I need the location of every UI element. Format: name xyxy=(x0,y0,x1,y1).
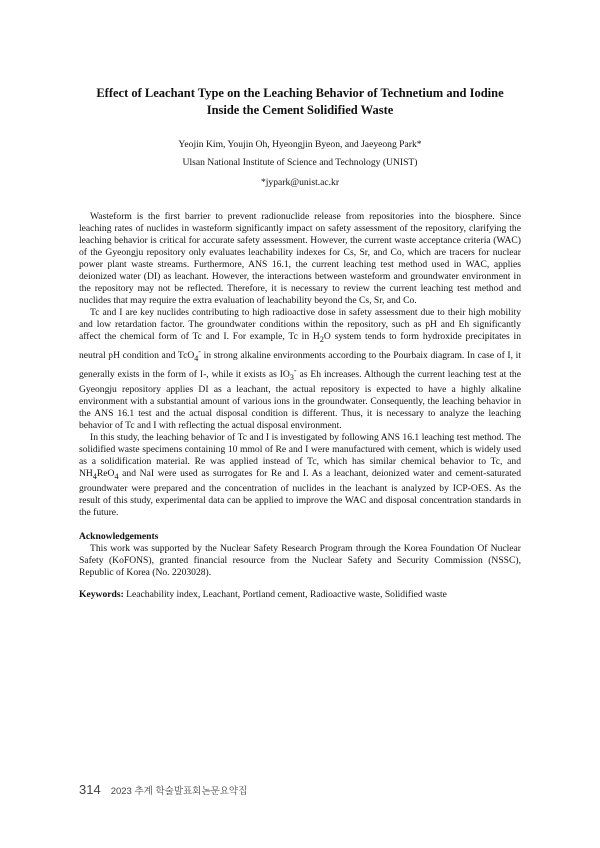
p2-text-1: Tc and I are key nuclides contributing to high radioactive dose in safety assessment due to their high mobility and low retardation factor. The groundwater conditions within the repository, such as pH and Eh significantly affect the chemical form of Tc and I. For example, Tc in H xyxy=(79,307,521,342)
affiliation: Ulsan National Institute of Science and Technology (UNIST) xyxy=(182,157,418,168)
paragraph-3 xyxy=(79,432,521,519)
p2-sub-2: 4 xyxy=(194,354,199,363)
proceedings-title: 2023 추계 학술발표회논문요약집 xyxy=(110,786,248,797)
title-line-2: Inside the Cement Solidified Waste xyxy=(206,103,394,117)
authors: Yeojin Kim, Youjin Oh, Hyeongjin Byeon, and Jaeyeong Park* xyxy=(178,139,422,150)
p3-sub-2: 4 xyxy=(114,472,119,481)
keywords-label: Keywords: xyxy=(79,589,124,600)
p2-sup-2: - xyxy=(198,346,201,356)
title-line-1: Effect of Leachant Type on the Leaching Behavior of Technetium and Iodine xyxy=(96,86,504,100)
p2-sub-3: 3 xyxy=(289,373,294,383)
keywords xyxy=(79,589,521,601)
paper-title xyxy=(60,85,540,119)
p3-text-1: In this study, the leaching behavior of Tc and I is investigated by following ANS 16.1 leaching test method. The solidified waste specimens containing 10 mmol of Re and I were manufactured with cement, which is widely used as a solidification material. Re was applied instead of Tc, which has similar chemical behavior to Tc, and NH xyxy=(79,432,521,480)
p2-text-3: in strong alkaline environments according to the Pourbaix diagram. In case of I, it generally exists in the form of I-, while it exists as IO xyxy=(79,350,521,381)
paragraph-1: Wasteform is the first barrier to prevent radionuclide release from repositories into the biosphere. Since leaching rates of nuclides in wasteform significantly impact on safety assessment of the repository, clarifying the leaching behavior is critical for accurate safety assessment. However, the current waste acceptance criteria (WAC) of the Gyeongju repository only evaluates leachability indexes for Cs, Sr, and Co, which are tracers for nuclear power plant waste streams. Furthermore, ANS 16.1, the current leaching test method used in WAC, applies deionized water (DI) as leachant. However, the interactions between wasteform and groundwater environment in the repository may not be reflected. Therefore, it is necessary to review the current leaching test method and nuclides that may require the extra evaluation of leachability beyond the Cs, Sr, and Co. xyxy=(79,211,521,306)
p2-sup-3: - xyxy=(293,366,297,375)
abstract-body xyxy=(79,211,521,601)
p3-text-3: and NaI were used as surrogates for Re and I. As a leachant, deionized water and cement-saturated groundwater were prepared and the concentration of nuclides in the leachant is analyzed by ICP-OES. As the result of this study, experimental data can be applied to improve the WAC and disposal concentration standards in the future. xyxy=(79,468,521,518)
p2-sub-1: 2 xyxy=(319,334,324,344)
p3-text-2: ReO xyxy=(96,468,115,480)
acknowledgements-text: This work was supported by the Nuclear Safety Research Program through the Korea Foundation Of Nuclear Safety (KoFONS), granted financial resource from the Nuclear Safety and Security Commission (NSSC), Republic of Korea (No. 2203028). xyxy=(79,543,521,578)
paragraph-2 xyxy=(79,307,521,432)
page-number: 314 xyxy=(79,782,101,797)
p2-text-4: as Eh increases. Although the current leaching test at the Gyeongju repository applies DI as a leachant, the actual repository is expected to have a highly alkaline environment with a substantial amount of various ions in the groundwater. Consequently, the leaching behavior in the ANS 16.1 test and the actual disposal condition is different. Thus, it is necessary to analyze the leaching behavior of Tc and I with reflecting the actual disposal environment. xyxy=(79,369,521,432)
p2-text-2: O system tends to form hydroxide precipitates in neutral pH condition and TcO xyxy=(79,331,522,362)
acknowledgements-heading: Acknowledgements xyxy=(79,531,159,542)
keywords-text: Leachability index, Leachant, Portland cement, Radioactive waste, Solidified waste xyxy=(123,589,447,600)
p3-sub-1: 4 xyxy=(92,472,97,481)
corresponding-email: *jypark@unist.ac.kr xyxy=(260,177,340,188)
page-footer xyxy=(79,782,247,798)
